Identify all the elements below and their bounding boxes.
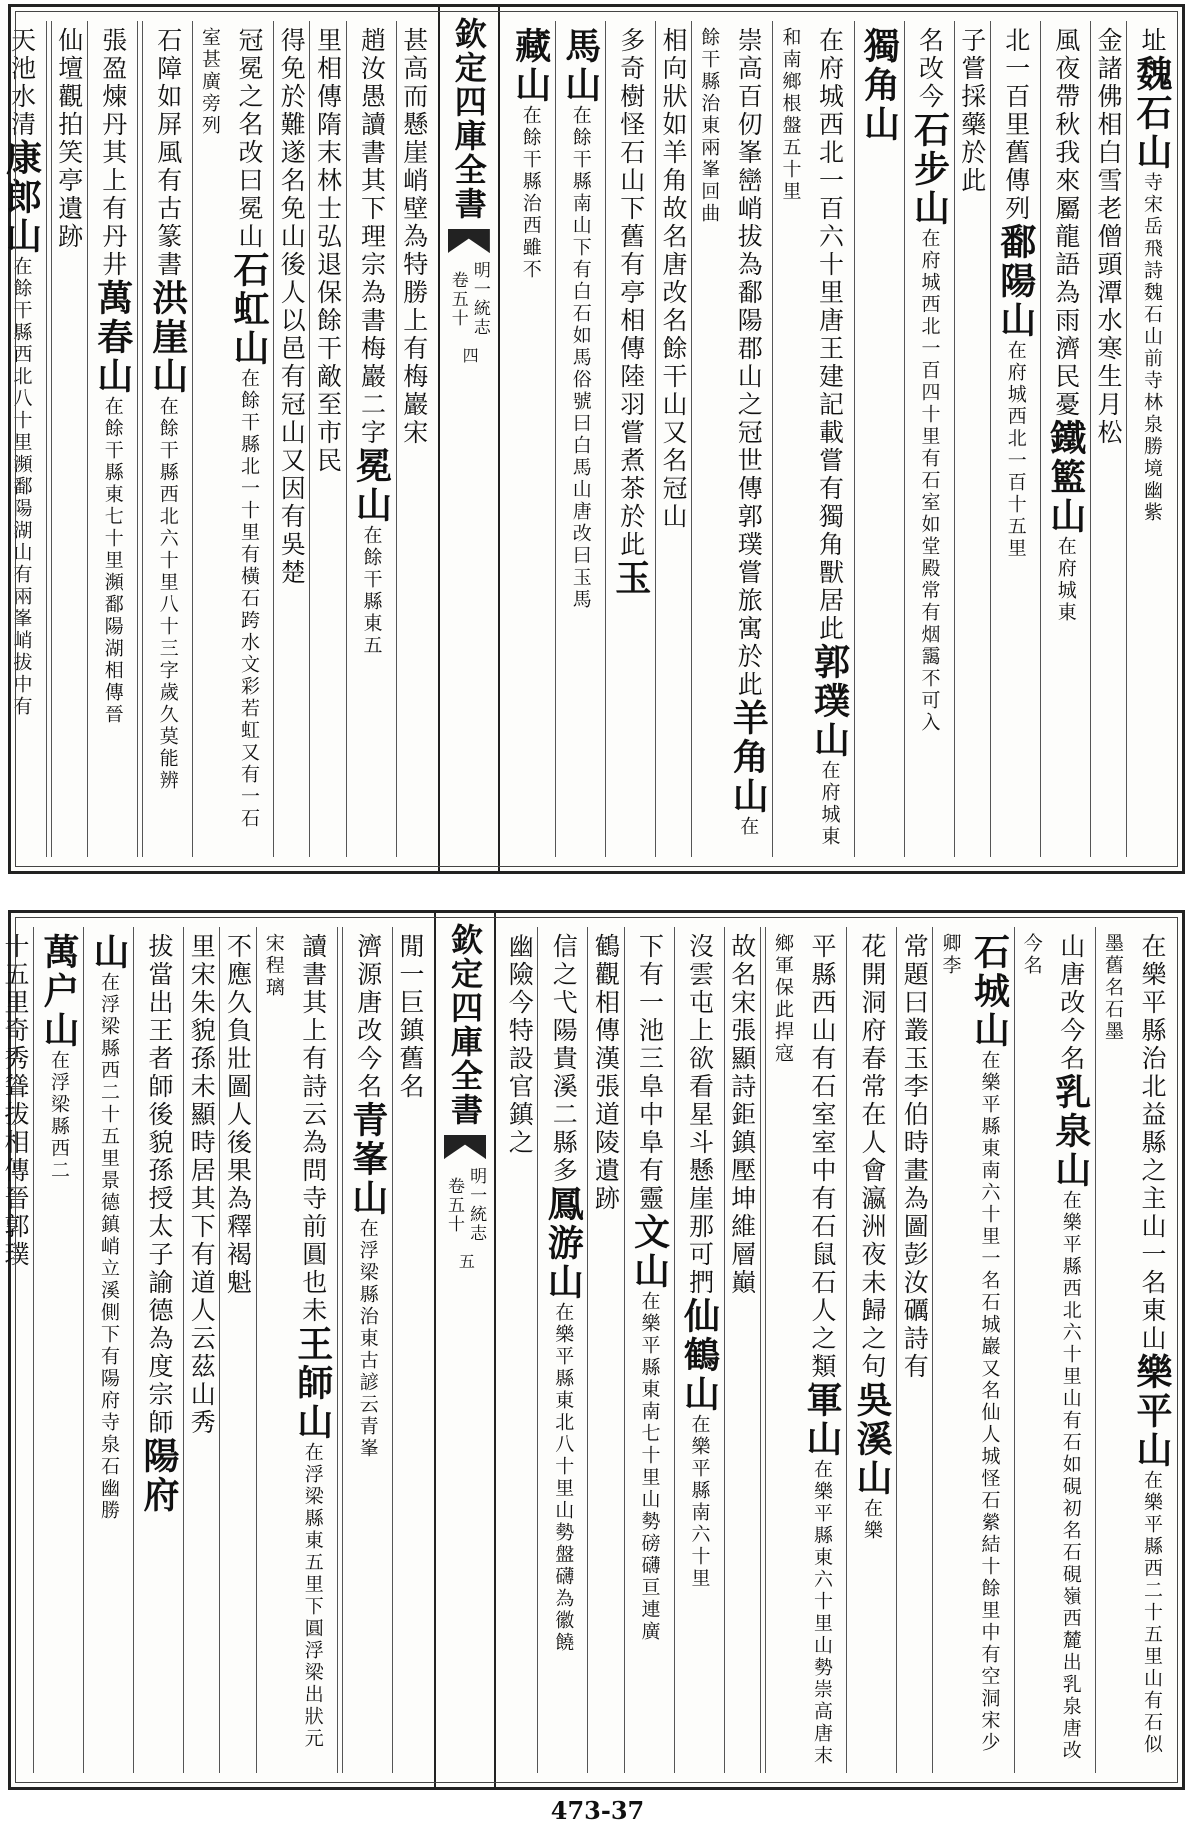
text-column [537, 927, 587, 1773]
center-title: 欽定四庫全書 [449, 17, 488, 221]
column-text: 十五里奇秀聳拔相傳晉郭璞 [1, 933, 30, 1269]
text-column [273, 21, 309, 857]
text-column [1126, 21, 1176, 857]
top-center-column [438, 7, 500, 871]
column-text: 址 [1138, 27, 1167, 55]
column-text: 風夜帶秋我來屬龍語為雨濟民憂 [1051, 27, 1081, 419]
place-name: 鐵籃山 [1044, 419, 1087, 536]
leaf-number: 五 [456, 1253, 476, 1271]
place-note: 在餘干縣西北六十里八十三字歲久莫能辨 [156, 396, 179, 792]
column-text: 在府城西北一百六十里唐王建記載嘗有獨角獸居此 [815, 27, 845, 643]
text-column [932, 927, 1013, 1773]
text-column [724, 927, 760, 1773]
column-text: 故名宋張顯詩鉅鎮壓坤維層巔 [727, 933, 757, 1297]
column-text: 崇高百仞峯巒峭拔為鄱陽郡山之冠世傳郭璞嘗旅寓於此 [734, 27, 764, 699]
column-text: 不應久負壯圖人後果為釋褐魁 [223, 933, 253, 1297]
place-name: 羊角山 [727, 699, 770, 816]
text-column [1040, 21, 1090, 857]
place-note: 在樂平縣東北八十里山勢盤礴為徽饒 [552, 1302, 575, 1654]
place-note: 在餘干縣西北八十里瀕鄱陽湖山有兩峯峭拔中有 [10, 256, 33, 718]
column-text: 仙壇觀拍笑亭遺跡 [54, 27, 84, 251]
column-text: 拔當出王者師後貌孫授太子諭德為度宗師 [145, 933, 174, 1437]
place-name: 陽府 [138, 1437, 180, 1515]
text-column [555, 21, 605, 857]
place-name: 吳溪山 [851, 1381, 893, 1498]
column-text: 多奇樹怪石山下舊有亭相傳陸羽嘗煮茶於此 [616, 27, 646, 559]
place-name: 萬户山 [38, 933, 80, 1050]
text-column [133, 927, 183, 1773]
place-name: 鳳游山 [542, 1185, 585, 1302]
place-note: 在樂平縣東南六十里一名石城巖又名仙人城怪石縈結十餘里中有空洞宋少卿李 [939, 933, 1001, 1754]
place-note: 在府城東 [1054, 536, 1077, 624]
column-text: 子嘗採藥於此 [957, 27, 987, 195]
column-text: 平縣西山有石室室中有石鼠石人之類 [808, 933, 837, 1381]
text-column [502, 927, 537, 1773]
text-column [83, 927, 133, 1773]
column-text: 張盈煉丹其上有丹井 [98, 27, 128, 279]
place-name: 樂平山 [1131, 1353, 1173, 1470]
text-column [1095, 927, 1176, 1773]
column-text: 鶴觀相傳漢張道陵遺跡 [591, 933, 621, 1213]
column-text: 相向狀如羊角故名唐改名餘干山又名冠山 [659, 27, 688, 531]
place-name: 藏山 [509, 27, 552, 105]
column-text: 里相傳隋末林士弘退保餘干敵至市民 [313, 27, 343, 475]
top-right-half [500, 7, 1182, 871]
text-column [691, 21, 772, 857]
place-name: 仙鶴山 [678, 1297, 721, 1414]
column-text: 名改今 [915, 27, 945, 111]
column-text: 石障如屏風有古篆書 [153, 27, 183, 279]
text-column [0, 927, 33, 1773]
place-note: 在浮梁縣東五里下圓浮梁出狀元宋程璃 [262, 933, 324, 1750]
place-name: 鄱陽山 [994, 223, 1037, 340]
place-note: 在樂平縣東六十里山勢崇高唐末鄉軍保此捍寇 [772, 933, 833, 1767]
text-column [1014, 927, 1095, 1773]
top-page [0, 4, 1185, 874]
center-sub-b: 卷五十 [444, 1176, 464, 1234]
column-text: 里宋朱貌孫未顯時居其下有道人云茲山秀 [187, 933, 217, 1437]
place-name: 郭璞山 [808, 643, 851, 760]
center-sub-a: 明一統志 [466, 1167, 487, 1243]
column-text: 常題曰叢玉李伯時畫為圖彭汝礪詩有 [900, 933, 930, 1381]
text-column [183, 927, 219, 1773]
text-column [624, 927, 674, 1773]
place-name: 玉 [609, 559, 652, 598]
place-name: 洪崖山 [146, 279, 189, 396]
place-name: 冕山 [350, 447, 393, 525]
text-column [655, 21, 691, 857]
column-text: 幽險今特設官鎮之 [505, 933, 535, 1157]
place-name: 王師山 [291, 1325, 334, 1442]
place-name: 乳泉山 [1049, 1073, 1092, 1190]
place-name: 山 [88, 933, 130, 972]
place-name: 萬春山 [91, 279, 134, 396]
text-column [506, 21, 555, 857]
text-column [765, 927, 846, 1773]
text-column [309, 21, 345, 857]
column-text: 讀書其上有詩云為問寺前圓也未 [298, 933, 328, 1325]
page-number: 473-37 [550, 1796, 645, 1825]
text-column [142, 21, 192, 857]
text-column [904, 21, 954, 857]
place-note: 在浮梁縣治東古諺云青峯 [356, 1218, 379, 1460]
text-column [846, 927, 896, 1773]
leaf-number: 四 [460, 347, 480, 365]
place-name: 康郎山 [0, 139, 43, 256]
text-column [87, 21, 137, 857]
center-subtitle [443, 1167, 487, 1243]
place-name: 馬山 [559, 27, 602, 105]
place-note: 在府城西北一百十五里 [1004, 340, 1027, 560]
text-column [772, 21, 853, 857]
column-text: 冠冕之名改曰冕山 [235, 27, 264, 251]
bottom-right-half [496, 913, 1182, 1787]
text-column [605, 21, 655, 857]
text-column [0, 21, 46, 857]
text-column [33, 927, 83, 1773]
text-column [392, 927, 428, 1773]
place-note: 在樂 [861, 1498, 883, 1542]
place-note: 在餘干縣東五 [360, 525, 383, 657]
column-text: 山唐改今名 [1056, 933, 1086, 1073]
place-note: 在餘干縣治東兩峯回曲 [698, 27, 760, 838]
place-note: 在樂平縣西北六十里山有石如硯初名石硯嶺西麓出乳泉唐改今名 [1020, 933, 1082, 1762]
text-column [896, 927, 932, 1773]
center-title: 欽定四庫全書 [446, 923, 484, 1127]
place-note: 在樂平縣西二十五里山有石似墨舊名石墨 [1102, 933, 1163, 1756]
place-note: 在浮梁縣西二十五里景德鎮峭立溪側下有陽府寺泉石幽勝 [98, 972, 120, 1522]
text-column [854, 21, 904, 857]
text-column [51, 21, 87, 857]
column-text: 濟源唐改今名 [353, 933, 383, 1101]
fish-tail-mark [444, 1135, 486, 1159]
top-left-half [0, 7, 438, 871]
column-text: 沒雲屯上欲看星斗懸崖那可捫 [685, 933, 715, 1297]
column-text: 甚高而懸崖峭壁為特勝上有梅巖宋 [399, 27, 429, 447]
text-column [990, 21, 1040, 857]
text-column [674, 927, 724, 1773]
place-note: 在樂平縣東南七十里山勢磅礴亘連廣 [638, 1291, 661, 1643]
bottom-page [1, 910, 1185, 1790]
bottom-left-half [0, 913, 434, 1787]
text-column [192, 21, 273, 857]
center-subtitle [447, 261, 491, 337]
place-name: 魏石山 [1131, 55, 1173, 172]
column-text: 下有一池三阜中阜有靈 [635, 933, 665, 1213]
place-note: 在餘干縣南山下有白石如馬俗號曰白馬山唐改曰玉馬 [569, 105, 592, 611]
column-text: 得免於難遂名免山後人以邑有冠山又因有吳楚 [277, 27, 307, 587]
place-note: 在府城東和南鄉根盤五十里 [779, 27, 841, 848]
text-column [256, 927, 337, 1773]
column-text: 在樂平縣治北益縣之主山一名東山 [1138, 933, 1167, 1353]
place-name: 軍山 [801, 1381, 843, 1459]
place-note: 在餘干縣治西雖不 [519, 105, 542, 281]
place-name: 石步山 [908, 111, 951, 228]
column-text: 信之弋陽貴溪二縣多 [549, 933, 579, 1185]
place-name: 石城山 [968, 933, 1011, 1050]
text-column [954, 21, 990, 857]
fish-tail-mark [448, 229, 490, 253]
column-text: 天池水清 [7, 27, 37, 139]
place-note: 在樂平縣南六十里 [688, 1414, 711, 1590]
place-note: 在餘干縣東七十里瀕鄱陽湖相傳晉 [101, 396, 124, 726]
place-note: 在餘干縣北一十里有橫石跨水文彩若虹又有一石室甚廣旁列 [199, 27, 260, 830]
place-note: 在浮梁縣西二 [48, 1050, 70, 1182]
place-note: 寺宋岳飛詩魏石山前寺林泉勝境幽紫 [1141, 172, 1163, 524]
column-text: 北一百里舊傳列 [1001, 27, 1031, 223]
column-text: 金諸佛相白雪老僧頭潭水寒生月松 [1094, 27, 1123, 447]
text-column [396, 21, 432, 857]
text-column [346, 21, 396, 857]
place-note: 在府城西北一百四十里有石室如堂殿常有烟靄不可入 [918, 228, 941, 734]
place-name: 石虹山 [228, 251, 270, 368]
column-text: 閒一巨鎮舊名 [396, 933, 425, 1101]
center-sub-a: 明一統志 [469, 261, 490, 337]
place-name: 青峯山 [346, 1101, 389, 1218]
text-column [219, 927, 255, 1773]
bottom-center-column [434, 913, 496, 1787]
place-name: 文山 [628, 1213, 671, 1291]
text-column [587, 927, 623, 1773]
place-name: 獨角山 [858, 27, 901, 144]
text-column [342, 927, 392, 1773]
column-text: 花開洞府春常在人會瀛洲夜未歸之句 [858, 933, 887, 1381]
text-column [1090, 21, 1126, 857]
center-sub-b: 卷五十 [447, 270, 468, 328]
column-text: 趙汝愚讀書其下理宗為書梅巖二字 [357, 27, 387, 447]
